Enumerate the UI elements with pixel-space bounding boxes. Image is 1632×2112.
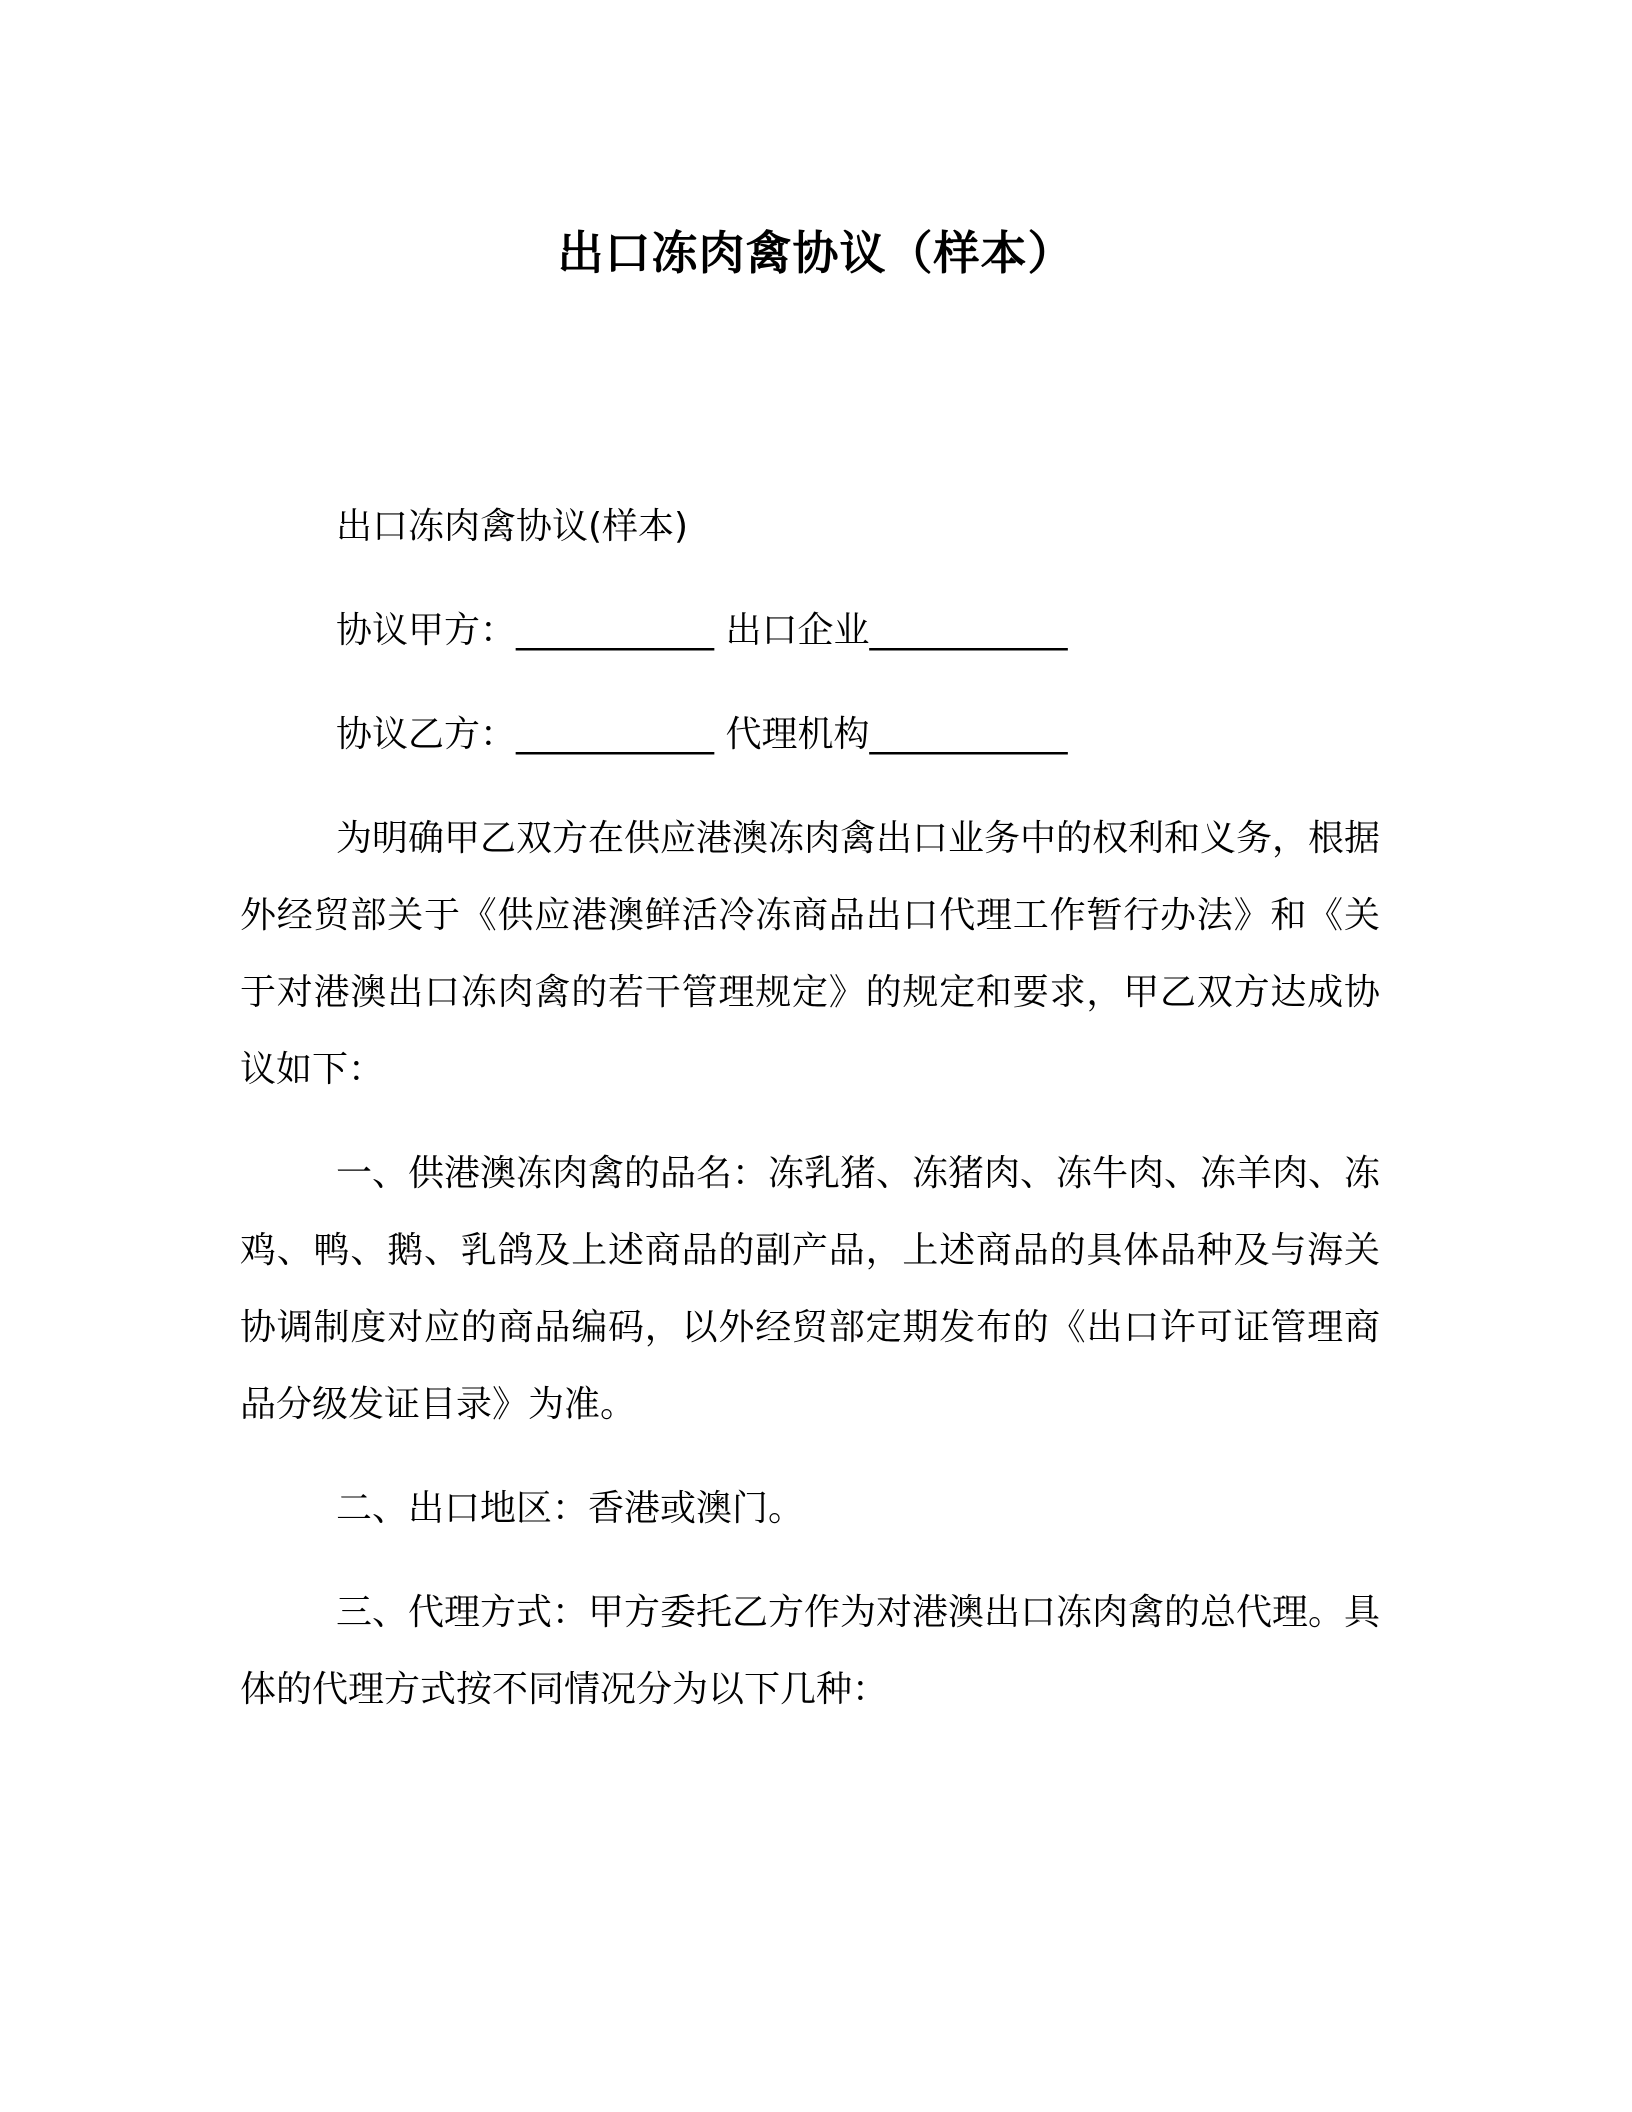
document-title: 出口冻肉禽协议（样本）	[557, 226, 1075, 280]
paragraph-clause-2: 二、出口地区：香港或澳门。	[336, 1488, 805, 1529]
paragraph-preamble: 为明确甲乙双方在供应港澳冻肉禽出口业务中的权利和义务，根据外经贸部关于《供应港澳鲜活冷冻商品出口代理工作暂行办法》和《关于对港澳出口冻肉禽的若干管理规定》的规定和要求，甲乙双方达成协议如下：	[240, 818, 1381, 1090]
paragraph-subtitle: 出口冻肉禽协议(样本)	[336, 506, 689, 547]
paragraph-clause-3: 三、代理方式：甲方委托乙方作为对港澳出口冻肉禽的总代理。具体的代理方式按不同情况分为以下几种：	[240, 1592, 1381, 1710]
paragraph-party-a: 协议甲方：___________ 出口企业___________	[336, 610, 1068, 651]
document-body	[240, 488, 1380, 1728]
paragraph-clause-1: 一、供港澳冻肉禽的品名：冻乳猪、冻猪肉、冻牛肉、冻羊肉、冻鸡、鸭、鹅、乳鸽及上述商品的副产品，上述商品的具体品种及与海关协调制度对应的商品编码，以外经贸部定期发布的《出口许可证管理商品分级发证目录》为准。	[240, 1153, 1381, 1425]
paragraph-party-b: 协议乙方：___________ 代理机构___________	[336, 714, 1068, 755]
